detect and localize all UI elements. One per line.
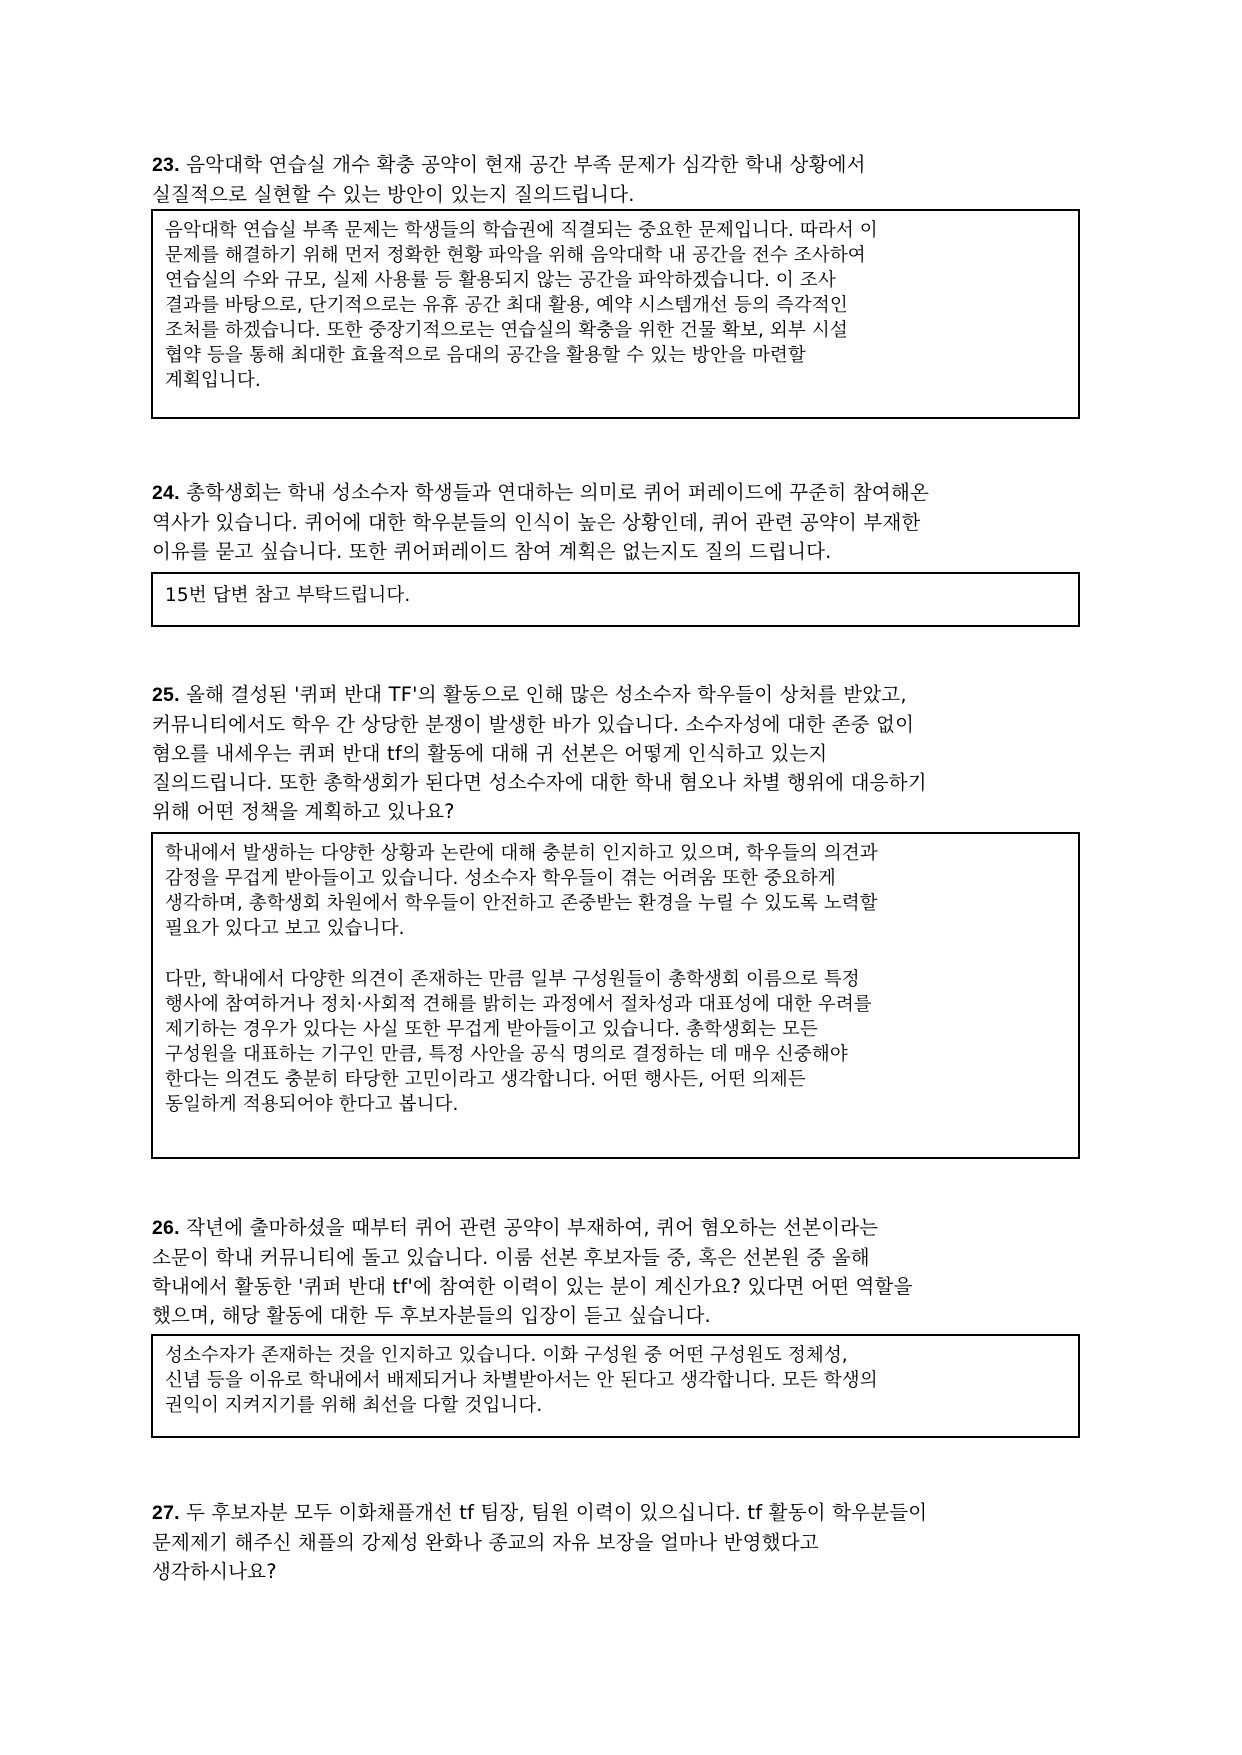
question-line: 혐오를 내세우는 퀴퍼 반대 tf의 활동에 대해 귀 선본은 어떻게 인식하고 있는지 — [152, 742, 828, 765]
question-line: 26. 작년에 출마하셨을 때부터 퀴어 관련 공약이 부재하여, 퀴어 혐오하는 선본이라는 — [152, 1216, 879, 1239]
answer-box-23 — [151, 209, 1080, 419]
answer-line: 감정을 무겁게 받아들이고 있습니다. 성소수자 학우들이 겪는 어려움 또한 중요하게 — [165, 868, 836, 889]
question-line: 실질적으로 실현할 수 있는 방안이 있는지 질의드립니다. — [152, 183, 635, 206]
question-number: 26. — [152, 1217, 180, 1239]
question-line: 역사가 있습니다. 퀴어에 대한 학우분들의 인식이 높은 상황인데, 퀴어 관련 공약이 부재한 — [152, 511, 921, 534]
question-line: 생각하시나요? — [152, 1560, 277, 1583]
answer-line: 필요가 있다고 보고 있습니다. — [165, 918, 405, 939]
question-line: 했으며, 해당 활동에 대한 두 후보자분들의 입장이 듣고 싶습니다. — [152, 1304, 711, 1327]
answer-line: 협약 등을 통해 최대한 효율적으로 음대의 공간을 활용할 수 있는 방안을 마련할 — [165, 345, 806, 366]
answer-line: 생각하며, 총학생회 차원에서 학우들이 안전하고 존중받는 환경을 누릴 수 있도록 노력할 — [165, 893, 878, 914]
question-line: 소문이 학내 커뮤니티에 돌고 있습니다. 이룸 선본 후보자들 중, 혹은 선본원 중 올해 — [152, 1246, 870, 1269]
answer-line: 구성원을 대표하는 기구인 만큼, 특정 사안을 공식 명의로 결정하는 데 매우 신중해야 — [165, 1044, 848, 1065]
question-27 — [152, 1498, 1092, 1586]
answer-line: 조처를 하겠습니다. 또한 중장기적으로는 연습실의 확충을 위한 건물 확보, 외부 시설 — [165, 320, 848, 341]
answer-line: 15번 답변 참고 부탁드립니다. — [165, 585, 411, 606]
paragraph-gap — [165, 941, 1078, 967]
answer-line: 문제를 해결하기 위해 먼저 정확한 현황 파악을 위해 음악대학 내 공간을 전수 조사하여 — [165, 245, 866, 266]
question-line: 학내에서 활동한 '퀴퍼 반대 tf'에 참여한 이력이 있는 분이 계신가요? 있다면 어떤 역할을 — [152, 1275, 913, 1298]
answer-line: 결과를 바탕으로, 단기적으로는 유휴 공간 최대 활용, 예약 시스템개선 등의 즉각적인 — [165, 295, 848, 316]
answer-line: 다만, 학내에서 다양한 의견이 존재하는 만큼 일부 구성원들이 총학생회 이름으로 특정 — [165, 969, 860, 990]
answer-box-25 — [151, 832, 1080, 1159]
question-line: 커뮤니티에서도 학우 간 상당한 분쟁이 발생한 바가 있습니다. 소수자성에 대한 존중 없이 — [152, 713, 915, 736]
answer-line: 성소수자가 존재하는 것을 인지하고 있습니다. 이화 구성원 중 어떤 구성원도 정체성, — [165, 1345, 848, 1366]
question-line: 24. 총학생회는 학내 성소수자 학생들과 연대하는 의미로 퀴어 퍼레이드에 꾸준히 참여해온 — [152, 481, 930, 504]
question-line: 25. 올해 결성된 '퀴퍼 반대 TF'의 활동으로 인해 많은 성소수자 학우들이 상처를 받았고, — [152, 683, 907, 706]
answer-line: 제기하는 경우가 있다는 사실 또한 무겁게 받아들이고 있습니다. 총학생회는 모든 — [165, 1019, 818, 1040]
answer-line: 연습실의 수와 규모, 실제 사용률 등 활용되지 않는 공간을 파악하겠습니다. 이 조사 — [165, 270, 836, 291]
answer-line: 권익이 지켜지기를 위해 최선을 다할 것입니다. — [165, 1395, 543, 1416]
answer-line: 신념 등을 이유로 학내에서 배제되거나 차별받아서는 안 된다고 생각합니다. 모든 학생의 — [165, 1370, 878, 1391]
question-line: 위해 어떤 정책을 계획하고 있나요? — [152, 800, 455, 823]
answer-line: 동일하게 적용되어야 한다고 봅니다. — [165, 1094, 459, 1115]
question-line: 질의드립니다. 또한 총학생회가 된다면 성소수자에 대한 학내 혐오나 차별 행위에 대응하기 — [152, 771, 927, 794]
question-26 — [152, 1213, 1092, 1330]
answer-line: 한다는 의견도 충분히 타당한 고민이라고 생각합니다. 어떤 행사든, 어떤 의제든 — [165, 1069, 806, 1090]
answer-line: 음악대학 연습실 부족 문제는 학생들의 학습권에 직결되는 중요한 문제입니다. 따라서 이 — [165, 220, 878, 241]
answer-line: 학내에서 발생하는 다양한 상황과 논란에 대해 충분히 인지하고 있으며, 학우들의 의견과 — [165, 843, 878, 864]
question-line: 이유를 묻고 싶습니다. 또한 퀴어퍼레이드 참여 계획은 없는지도 질의 드립니다. — [152, 540, 832, 563]
answer-line: 계획입니다. — [165, 370, 261, 391]
question-number: 27. — [152, 1502, 180, 1524]
question-line: 23. 음악대학 연습실 개수 확충 공약이 현재 공간 부족 문제가 심각한 학내 상황에서 — [152, 153, 866, 176]
question-25 — [152, 680, 1092, 826]
answer-box-24 — [151, 572, 1080, 627]
answer-box-26 — [151, 1334, 1080, 1438]
question-number: 24. — [152, 482, 180, 504]
question-number: 23. — [152, 154, 180, 176]
question-24 — [152, 478, 1092, 566]
question-23 — [152, 150, 1092, 209]
answer-line: 행사에 참여하거나 정치·사회적 견해를 밝히는 과정에서 절차성과 대표성에 대한 우려를 — [165, 994, 872, 1015]
question-line: 문제제기 해주신 채플의 강제성 완화나 종교의 자유 보장을 얼마나 반영했다고 — [152, 1531, 819, 1554]
question-line: 27. 두 후보자분 모두 이화채플개선 tf 팀장, 팀원 이력이 있으십니다. tf 활동이 학우분들이 — [152, 1501, 928, 1524]
question-number: 25. — [152, 684, 180, 706]
